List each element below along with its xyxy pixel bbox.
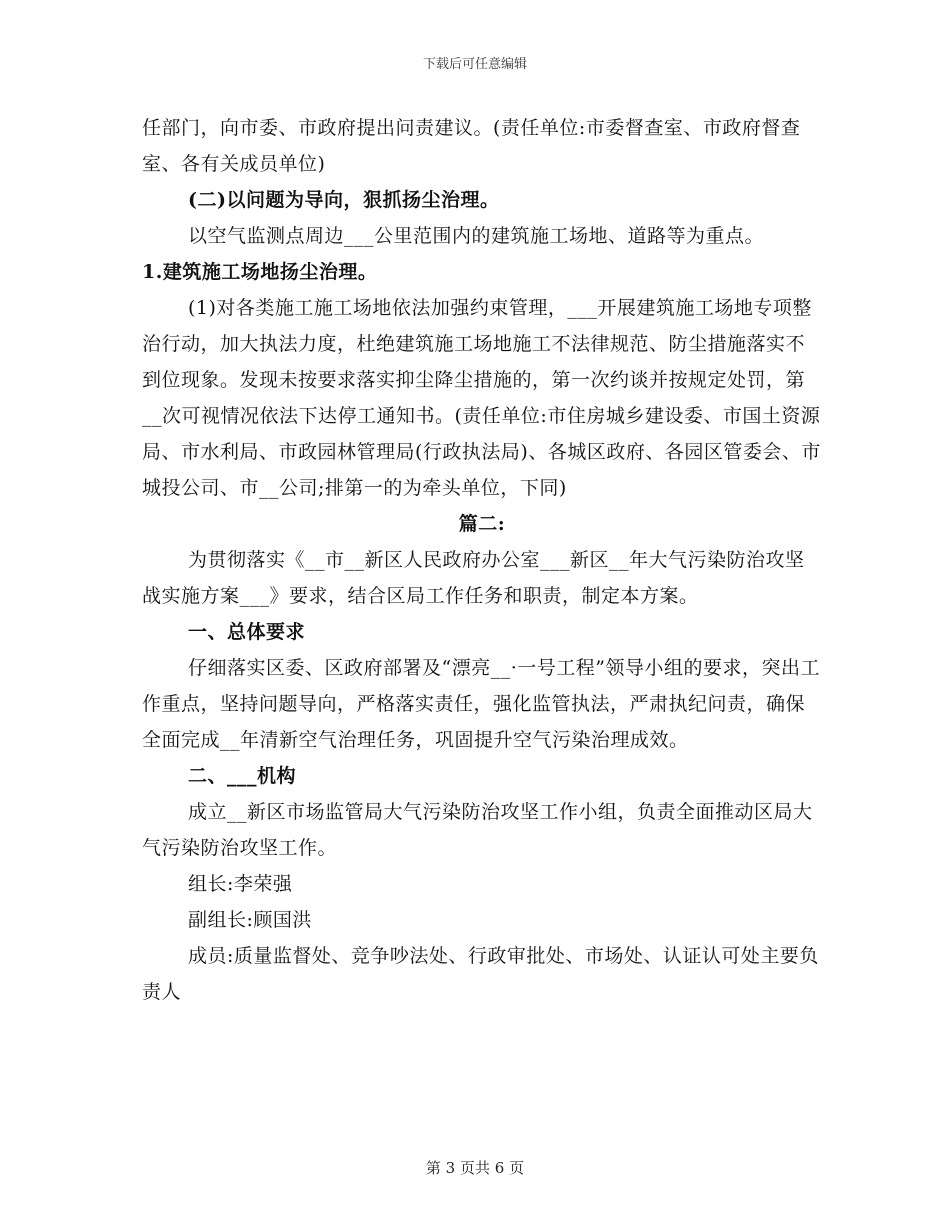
page-footer: 第 3 页共 6 页: [425, 1159, 525, 1177]
paragraph-deputy-leader: 副组长:顾国洪: [188, 909, 312, 931]
section-heading-dust-control: (二)以问题为导向，狠抓扬尘治理。: [188, 189, 500, 211]
paragraph-purpose: 为贯彻落实《__市__新区人民政府办公室___新区__年大气污染防治攻坚战实施方案___》要求，结合区局工作任务和职责，制定本方案。: [142, 549, 805, 607]
page-header: 下载后可任意编辑: [422, 57, 527, 72]
heading-general-requirements: 一、总体要求: [188, 621, 306, 643]
document-body: [142, 110, 822, 1010]
subheading-construction-dust: 1.建筑施工场地扬尘治理。: [142, 261, 378, 283]
paragraph-construction-management: (1)对各类施工施工场地依法加强约束管理，___开展建筑施工场地专项整治行动，加大执法力度，杜绝建筑施工场地施工不法律规范、防尘措施落实不到位现象。发现未按要求落实抑尘降尘措施的，第一次约谈并按规定处罚，第__次可视情况依法下达停工通知书。(责任单位:市住房城乡建设委、市国土资源局、市水利局、市政园林管理局(行政执法局)、各城区政府、各园区管委会、市城投公司、市__公司;排第一的为牵头单位，下同): [142, 297, 821, 499]
paragraph-responsibility-end: 任部门，向市委、市政府提出问责建议。(责任单位:市委督查室、市政府督查室、各有关成员单位): [142, 117, 801, 175]
paragraph-general-requirements: 仔细落实区委、区政府部署及“漂亮__·一号工程”领导小组的要求，突出工作重点，坚持问题导向，严格落实责任，强化监管执法，严肃执纪问责，确保全面完成__年清新空气治理任务，巩固提升空气污染治理成效。: [142, 657, 820, 751]
paragraph-members: 成员:质量监督处、竞争吵法处、行政审批处、市场处、认证认可处主要负责人: [142, 945, 819, 1003]
paragraph-working-group: 成立__新区市场监管局大气污染防治攻坚工作小组，负责全面推动区局大气污染防治攻坚工作。: [142, 801, 813, 859]
paragraph-group-leader: 组长:李荣强: [188, 873, 293, 895]
part-heading-two: 篇二:: [458, 513, 506, 535]
paragraph-monitoring-scope: 以空气监测点周边___公里范围内的建筑施工场地、道路等为重点。: [188, 225, 765, 247]
heading-organization: 二、___机构: [188, 765, 297, 787]
